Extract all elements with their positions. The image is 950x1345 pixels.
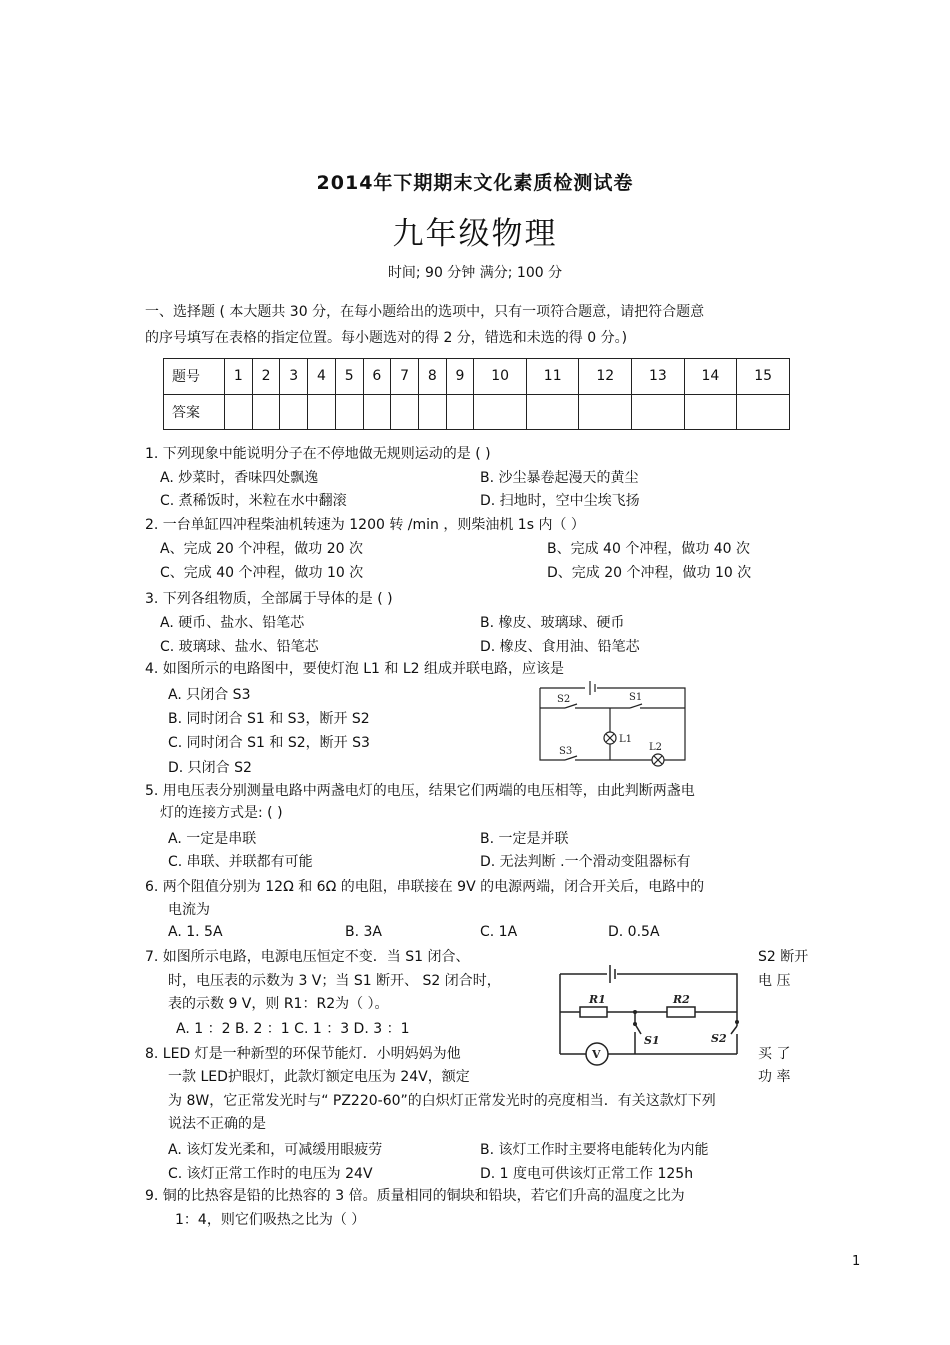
circuit-diagram-q7 <box>555 962 745 1068</box>
label-l1: L1 <box>619 734 633 745</box>
option-8b: B. 该灯工作时主要将电能转化为内能 <box>480 1142 709 1158</box>
question-8-right: 买 了 <box>758 1046 791 1062</box>
table-cell: 5 <box>335 359 363 395</box>
option-4c: C. 同时闭合 S1 和 S2，断开 S3 <box>168 735 370 751</box>
question-8-line4: 说法不正确的是 <box>168 1116 266 1132</box>
option-8d: D. 1 度电可供该灯正常工作 125h <box>480 1166 694 1182</box>
page-number: 1 <box>852 1254 861 1269</box>
answer-cell[interactable] <box>474 394 527 430</box>
label-s1: S1 <box>629 692 643 703</box>
question-6: 6. 两个阻值分别为 12Ω 和 6Ω 的电阻，串联接在 9V 的电源两端，闭合开关后，电路中的 <box>145 879 705 895</box>
table-cell: 11 <box>526 359 579 395</box>
option-1a: A. 炒菜时，香味四处飘逸 <box>160 470 319 486</box>
circuit-diagram-q4 <box>535 680 690 775</box>
question-9-cont: 1：4，则它们吸热之比为（ ） <box>175 1212 366 1228</box>
table-cell: 12 <box>579 359 632 395</box>
options-7: A. 1 ：2 B. 2 ：1 C. 1 ：3 D. 3 ：1 <box>176 1021 410 1037</box>
answer-cell[interactable] <box>418 394 446 430</box>
option-1b: B. 沙尘暴卷起漫天的黄尘 <box>480 470 639 486</box>
table-cell: 14 <box>684 359 737 395</box>
question-7: 7. 如图所示电路，电源电压恒定不变．当 S1 闭合、 <box>145 949 470 965</box>
label-v: V <box>592 1048 601 1061</box>
row-label: 答案 <box>164 394 225 430</box>
answer-cell[interactable] <box>526 394 579 430</box>
table-cell: 6 <box>363 359 391 395</box>
option-1d: D. 扫地时，空中尘埃飞扬 <box>480 493 640 509</box>
option-6b: B. 3A <box>345 924 382 940</box>
question-8-right2: 功 率 <box>758 1069 791 1085</box>
question-3: 3. 下列各组物质，全部属于导体的是 ( ) <box>145 591 393 607</box>
answer-cell[interactable] <box>308 394 336 430</box>
answer-cell[interactable] <box>684 394 737 430</box>
answer-cell[interactable] <box>280 394 308 430</box>
question-1: 1. 下列现象中能说明分子在不停地做无规则运动的是 ( ) <box>145 446 491 462</box>
option-1c: C. 煮稀饭时，米粒在水中翻滚 <box>160 493 347 509</box>
option-8a: A. 该灯发光柔和，可减缓用眼疲劳 <box>168 1142 383 1158</box>
option-6d: D. 0.5A <box>608 924 660 940</box>
option-4a: A. 只闭合 S3 <box>168 687 251 703</box>
subject-title: 九年级物理 <box>392 216 558 252</box>
table-cell: 2 <box>252 359 280 395</box>
option-4b: B. 同时闭合 S1 和 S3，断开 S2 <box>168 711 370 727</box>
table-cell: 10 <box>474 359 527 395</box>
option-3c: C. 玻璃球、盐水、铅笔芯 <box>160 639 319 655</box>
question-5: 5. 用电压表分别测量电路中两盏电灯的电压，结果它们两端的电压相等，由此判断两盏电 <box>145 783 695 799</box>
table-cell: 9 <box>446 359 474 395</box>
answer-cell[interactable] <box>446 394 474 430</box>
option-2d: D、完成 20 个冲程，做功 10 次 <box>547 565 752 581</box>
question-8: 8. LED 灯是一种新型的环保节能灯．小明妈妈为他 <box>145 1046 461 1062</box>
answer-table <box>163 358 790 430</box>
label-l2: L2 <box>649 742 663 753</box>
option-6c: C. 1A <box>480 924 518 940</box>
question-7-line2: 时，电压表的示数为 3 V；当 S1 断开、 S2 闭合时， <box>168 973 501 989</box>
question-7-right2: 电 压 <box>758 973 791 989</box>
label-s1-c2: S1 <box>644 1034 660 1047</box>
answer-cell[interactable] <box>632 394 685 430</box>
answer-cell[interactable] <box>335 394 363 430</box>
row-label: 题号 <box>164 359 225 395</box>
table-cell: 1 <box>225 359 253 395</box>
question-2: 2. 一台单缸四冲程柴油机转速为 1200 转 /min ，则柴油机 1s 内（ ） <box>145 517 585 533</box>
option-8c: C. 该灯正常工作时的电压为 24V <box>168 1166 373 1182</box>
question-5-cont: 灯的连接方式是: ( ) <box>160 805 283 821</box>
label-s2: S2 <box>557 694 571 705</box>
option-5d: D. 无法判断 .一个滑动变阻器标有 <box>480 854 691 870</box>
option-3d: D. 橡皮、食用油、铅笔芯 <box>480 639 640 655</box>
answer-cell[interactable] <box>737 394 790 430</box>
table-cell: 8 <box>418 359 446 395</box>
question-6-cont: 电流为 <box>168 902 210 918</box>
section-instructions-line1: 一、选择题 ( 本大题共 30 分，在每小题给出的选项中，只有一项符合题意，请把符合题意 <box>145 304 705 320</box>
table-row <box>164 359 790 395</box>
label-s3: S3 <box>559 746 573 757</box>
question-7-right: S2 断开 <box>758 949 809 965</box>
option-4d: D. 只闭合 S2 <box>168 760 252 776</box>
option-5a: A. 一定是串联 <box>168 831 257 847</box>
answer-cell[interactable] <box>252 394 280 430</box>
section-instructions-line2: 的序号填写在表格的指定位置。每小题选对的得 2 分，错选和未选的得 0 分。) <box>145 330 628 346</box>
question-8-line2: 一款 LED护眼灯，此款灯额定电压为 24V，额定 <box>168 1069 470 1085</box>
label-r2: R2 <box>673 993 690 1006</box>
option-3a: A. 硬币、盐水、铅笔芯 <box>160 615 305 631</box>
exam-meta: 时间; 90 分钟 满分; 100 分 <box>387 265 563 281</box>
exam-title: 2014年下期期末文化素质检测试卷 <box>316 172 634 194</box>
option-6a: A. 1. 5A <box>168 924 223 940</box>
answer-cell[interactable] <box>579 394 632 430</box>
table-cell: 13 <box>632 359 685 395</box>
question-8-line3: 为 8W，它正常发光时与“ PZ220-60”的白炽灯正常发光时的亮度相当．有关这款灯下列 <box>168 1093 716 1109</box>
table-cell: 3 <box>280 359 308 395</box>
option-2a: A、完成 20 个冲程，做功 20 次 <box>160 541 364 557</box>
question-7-line3: 表的示数 9 V，则 R1：R2为（ ）。 <box>168 996 389 1012</box>
question-4: 4. 如图所示的电路图中，要使灯泡 L1 和 L2 组成并联电路，应该是 <box>145 661 565 677</box>
option-5b: B. 一定是并联 <box>480 831 569 847</box>
label-r1: R1 <box>589 993 606 1006</box>
option-3b: B. 橡皮、玻璃球、硬币 <box>480 615 625 631</box>
answer-cell[interactable] <box>363 394 391 430</box>
table-cell: 15 <box>737 359 790 395</box>
question-9: 9. 铜的比热容是铅的比热容的 3 倍。质量相同的铜块和铅块，若它们升高的温度之比为 <box>145 1188 685 1204</box>
table-cell: 7 <box>391 359 419 395</box>
table-row <box>164 394 790 430</box>
option-2b: B、完成 40 个冲程，做功 40 次 <box>547 541 751 557</box>
label-s2-c2: S2 <box>711 1032 727 1045</box>
option-5c: C. 串联、并联都有可能 <box>168 854 313 870</box>
table-cell: 4 <box>308 359 336 395</box>
answer-cell[interactable] <box>225 394 253 430</box>
answer-cell[interactable] <box>391 394 419 430</box>
option-2c: C、完成 40 个冲程，做功 10 次 <box>160 565 364 581</box>
